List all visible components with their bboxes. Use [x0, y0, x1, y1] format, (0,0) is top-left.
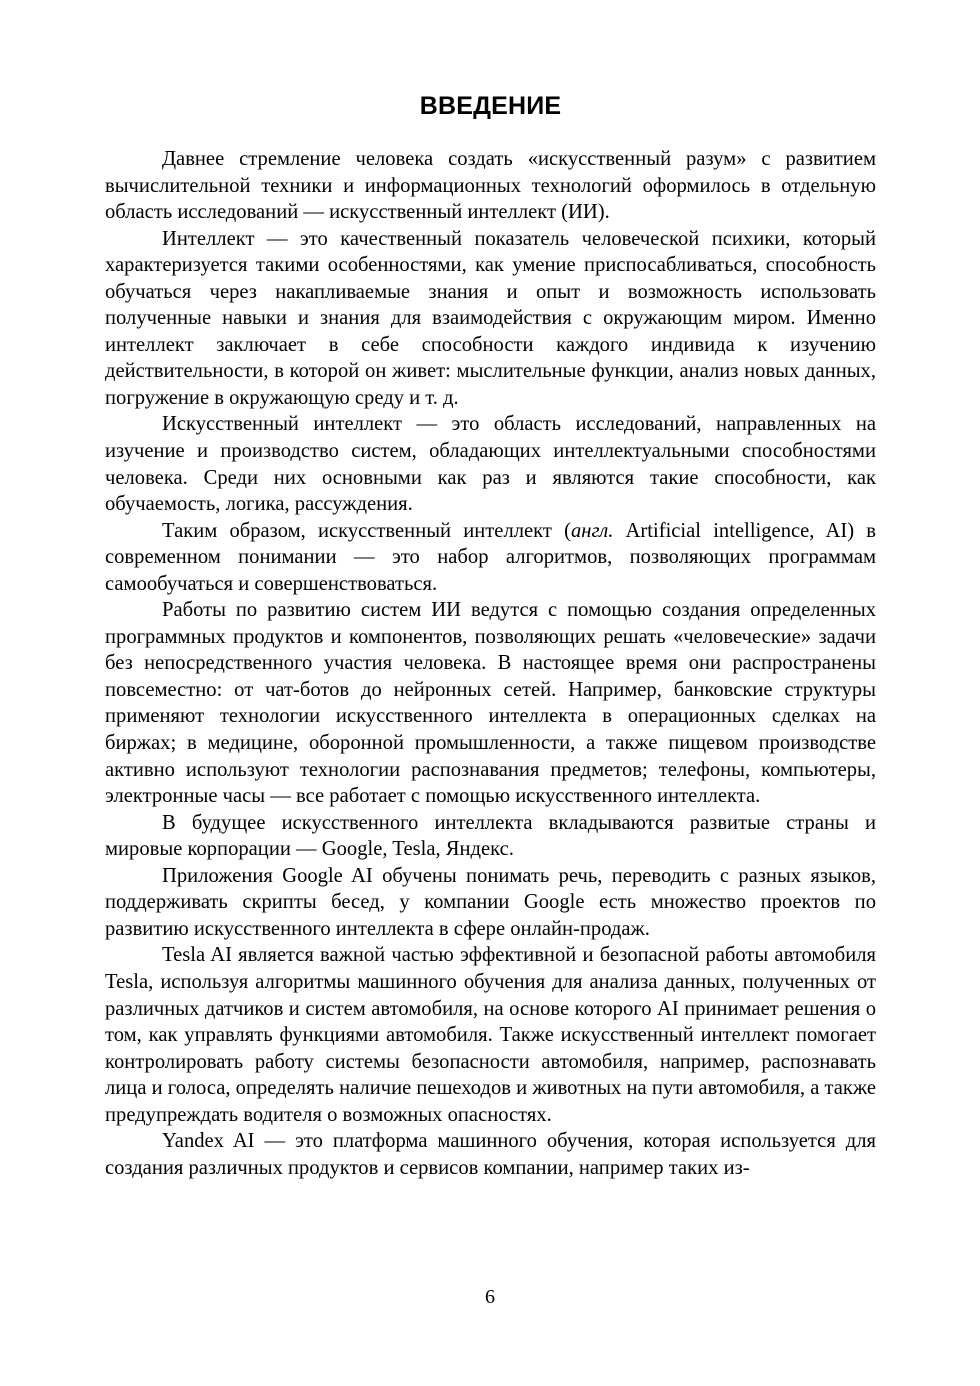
page-title: ВВЕДЕНИЕ	[419, 92, 562, 120]
paragraph-text: Приложения Google AI обучены понимать речь, переводить с разных языков, поддерживать скрипты бесед, у компании Google есть множество проектов по развитию искусственного интеллекта в сфере онлайн-продаж.	[105, 864, 876, 940]
paragraph	[105, 863, 876, 943]
paragraph-text: Давнее стремление человека создать «искусственный разум» с развитием вычислительной техники и информационных технологий оформилось в отдельную область исследований — искусственный интеллект (ИИ).	[105, 148, 876, 224]
paragraph	[105, 518, 876, 598]
paragraph-text: В будущее искусственного интеллекта вкладываются развитые страны и мировые корпорации — Google, Tesla, Яндекс.	[105, 811, 876, 861]
paragraph	[105, 942, 876, 1128]
paragraph-text: Таким образом, искусственный интеллект (	[162, 519, 571, 542]
paragraph	[105, 226, 876, 412]
paragraph	[105, 411, 876, 517]
paragraph	[105, 146, 876, 226]
paragraph-text: Yandex AI — это платформа машинного обучения, которая используется для создания различных продуктов и сервисов компании, например таких из-	[105, 1130, 876, 1179]
paragraph-text: Интеллект — это качественный показатель человеческой психики, который характеризуется такими особенностями, как умение приспосабливаться, способность обучаться через накапливаемые знания и опыт и возможность использовать полученные навыки и знания для взаимодействия с окружающим миром. Именно интеллект заключает в себе способности каждого индивида к изучению действительности, в которой он живет: мыслительные функции, анализ новых данных, погружение в окружающую среду и т. д.	[105, 227, 876, 409]
paragraph-text: Tesla AI является важной частью эффективной и безопасной работы автомобиля Tesla, используя алгоритмы машинного обучения для анализа данных, полученных от различных датчиков и систем автомобиля, на основе которого AI принимает решения о том, как управлять функциями автомобиля. Также искусственный интеллект помогает контролировать работу системы безопасности автомобиля, например, распознавать лица и голоса, определять наличие пешеходов и животных на пути автомобиля, а также предупреждать водителя о возможных опасностях.	[105, 944, 876, 1126]
paragraph	[105, 1128, 876, 1181]
paragraph-text: Искусственный интеллект — это область исследований, направленных на изучение и производство систем, обладающих интеллектуальными способностями человека. Среди них основными как раз и являются такие способности, как обучаемость, логика, рассуждения.	[105, 413, 876, 516]
paragraph	[105, 597, 876, 809]
document-page	[105, 88, 876, 1181]
body-text	[105, 146, 876, 1181]
paragraph-text: Работы по развитию систем ИИ ведутся с помощью создания определенных программных продуктов и компонентов, позволяющих решать «человеческие» задачи без непосредственного участия человека. В настоящее время они распространены повсеместно: от чат-ботов до нейронных сетей. Например, банковские структуры применяют технологии искусственного интеллекта в операционных сделках на биржах; в медицине, оборонной промышленности, а также пищевом производстве активно используют технологии распознавания предметов; телефоны, компьютеры, электронные часы — все работает с помощью искусственного интеллекта.	[105, 599, 876, 808]
paragraph-text: Artificial intelligence, AI) в современном понимании — это набор алгоритмов, позволяющих программам самообучаться и совершенствоваться.	[105, 519, 876, 595]
italic-abbreviation: англ.	[570, 519, 614, 542]
page-number: 6	[485, 1286, 495, 1308]
paragraph	[105, 810, 876, 863]
